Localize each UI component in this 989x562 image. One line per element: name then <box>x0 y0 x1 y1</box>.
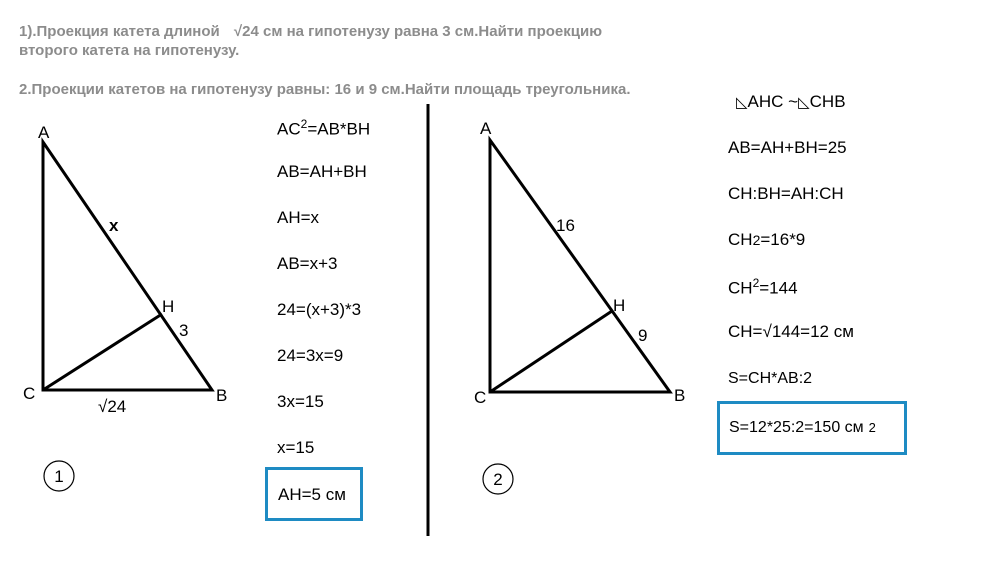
solution2-step-4: $CH^2=144$ <box>728 276 798 298</box>
vertex-b-1: B <box>216 386 228 405</box>
problem-1-line-1: 1).Проекция катета длиной √24 см на гипотенузу равна 3 см.Найти проекцию <box>19 23 603 40</box>
solution1-step-6: 24=3x=9 <box>277 346 344 365</box>
vertex-c-2: C <box>474 388 487 407</box>
vertex-a-1: A <box>38 123 50 142</box>
solution2-step-1: AB=AH+BH=25 <box>728 138 847 157</box>
solution1-answer-box <box>265 467 363 521</box>
figure-number-2: 2 <box>493 470 503 489</box>
problem-1-line-2: второго катета на гипотенузу. <box>19 42 240 59</box>
solution1-answer: AH=5 см <box>278 485 346 504</box>
solution1-step-4: AB=x+3 <box>277 254 338 273</box>
solution2-step-3: CH2=16*9 <box>728 230 806 249</box>
triangle-1 <box>23 123 227 491</box>
solution1-step-3: AH=x <box>277 208 320 227</box>
solution1-step-8: x=15 <box>277 438 315 457</box>
vertex-b-2: B <box>674 386 686 405</box>
segment-label-x: x <box>109 216 119 235</box>
triangle-icon: ◺ <box>798 94 810 111</box>
triangle-icon: ◺ <box>736 94 748 111</box>
triangle-2 <box>474 119 685 494</box>
vertex-h-1: H <box>162 297 175 316</box>
solution2-step-5: CH=√144=12 см <box>728 322 854 341</box>
solution1-step-7: 3x=15 <box>277 392 324 411</box>
solution1-step-5: 24=(x+3)*3 <box>277 300 362 319</box>
vertex-c-1: C <box>23 384 36 403</box>
vertex-h-2: H <box>613 296 626 315</box>
leg-label-sqrt24: √24 <box>98 397 127 416</box>
solution2-similarity: ◺AHC ~◺CHB <box>736 92 846 111</box>
solution2-step-2: CH:BH=AH:CH <box>728 184 844 203</box>
problem-2: 2.Проекции катетов на гипотенузу равны: 16 и 9 см.Найти площадь треугольника. <box>19 81 631 98</box>
solution1-step-2: AB=AH+BH <box>277 162 367 181</box>
segment-label-16: 16 <box>556 216 575 235</box>
vertex-a-2: A <box>480 119 492 138</box>
solution2-step-6: S=CH*AB:2 <box>728 370 813 387</box>
figure-number-1: 1 <box>54 467 64 486</box>
solution2-answer: S=12*25:2=150 см 2 <box>729 419 876 436</box>
segment-label-3: 3 <box>179 321 189 340</box>
solution2-answer-box <box>717 401 907 455</box>
sqrt-sign: √ <box>233 23 243 40</box>
segment-label-9: 9 <box>638 326 648 345</box>
solution1-step-1: $AC^2=AB*BH$ <box>277 117 371 139</box>
